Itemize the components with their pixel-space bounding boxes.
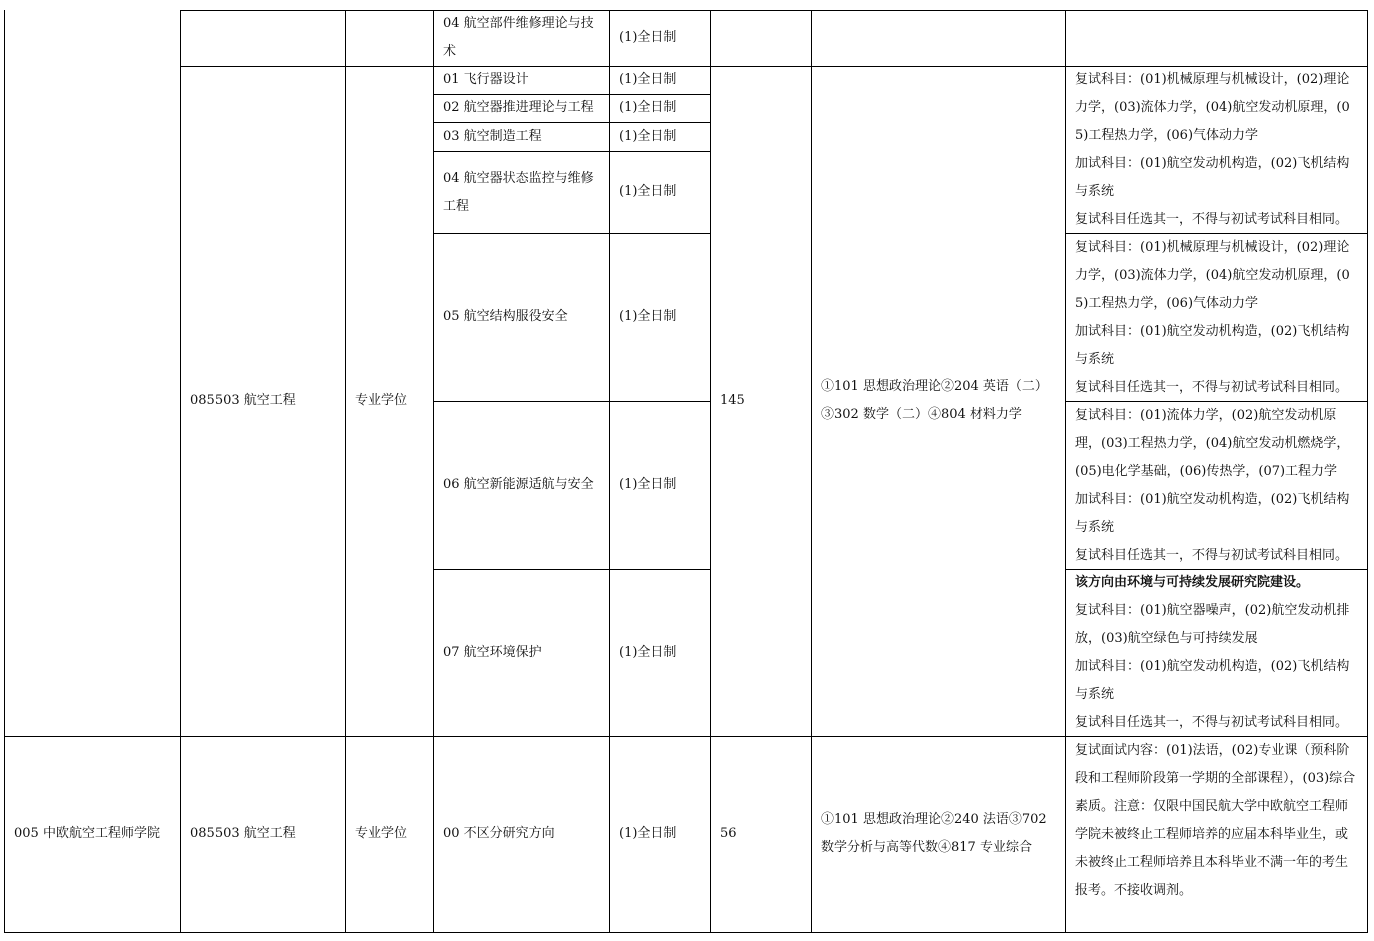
study-mode: (1)全日制: [619, 128, 677, 144]
study-mode-cell: [609, 736, 710, 932]
study-mode: (1)全日制: [619, 100, 677, 115]
study-mode-cell: [609, 401, 710, 569]
enrollment-quota: 145: [720, 393, 745, 408]
major-cell: [180, 66, 345, 736]
additional-subjects: 加试科目：(01)航空发动机构造，(02)飞机结构与系统: [1075, 492, 1350, 535]
note-text: 复试科目任选其一，不得与初试考试科目相同。: [1075, 212, 1349, 227]
study-mode-cell: [609, 66, 710, 94]
direction-name: 02 航空器推进理论与工程: [443, 100, 594, 115]
college-name: 005 中欧航空工程师学院: [14, 826, 160, 841]
study-mode-cell: [609, 569, 710, 736]
direction-cell: [433, 233, 609, 401]
direction-cell: [433, 736, 609, 932]
direction-name: 01 飞行器设计: [443, 72, 529, 87]
enrollment-quota: 56: [720, 826, 737, 841]
retest-subjects: 复试科目：(01)流体力学，(02)航空发动机原理，(03)工程热力学，(04)航空发动机燃烧学，(05)电化学基础，(06)传热学，(07)工程力学: [1075, 408, 1350, 479]
study-mode-cell: [609, 233, 710, 401]
degree-type-cell: [345, 736, 433, 932]
additional-subjects: 加试科目：(01)航空发动机构造，(02)飞机结构与系统: [1075, 324, 1350, 367]
direction-name: 06 航空新能源适航与安全: [443, 477, 594, 492]
degree-type: 专业学位: [355, 393, 408, 408]
major-name: 085503 航空工程: [190, 826, 296, 841]
exam-subjects-cell: [811, 373, 1065, 429]
study-mode: (1)全日制: [619, 30, 677, 45]
institute-note: 该方向由环境与可持续发展研究院建设。: [1075, 575, 1310, 590]
study-mode: (1)全日制: [619, 644, 677, 660]
study-mode: (1)全日制: [619, 184, 677, 199]
study-mode: (1)全日制: [619, 72, 677, 87]
direction-cell: [433, 10, 609, 66]
retest-subjects: 复试科目：(01)航空器噪声，(02)航空发动机排放，(03)航空绿色与可持续发展: [1075, 603, 1350, 646]
notes-cell: [1065, 66, 1367, 234]
direction-name: 04 航空部件维修理论与技术: [443, 16, 594, 59]
study-mode-cell: [609, 94, 710, 122]
grid-line: [1367, 10, 1368, 933]
direction-name: 07 航空环境保护: [443, 644, 542, 660]
direction-name: 03 航空制造工程: [443, 128, 542, 144]
degree-type-cell: [345, 66, 433, 736]
direction-cell: [433, 94, 609, 122]
degree-type: 专业学位: [355, 826, 408, 841]
grid-line: [180, 10, 1368, 11]
direction-name: 00 不区分研究方向: [443, 826, 555, 841]
direction-name: 05 航空结构服役安全: [443, 309, 568, 324]
exam-subjects: ①101 思想政治理论②240 法语③702 数学分析与高等代数④817 专业综合: [821, 812, 1047, 855]
study-mode: (1)全日制: [619, 309, 677, 324]
study-mode: (1)全日制: [619, 826, 677, 841]
grid-line: [811, 10, 812, 933]
note-text: 复试面试内容：(01)法语，(02)专业课（预科阶段和工程师阶段第一学期的全部课程），(03)综合素质。注意：仅限中国民航大学中欧航空工程师学院未被终止工程师培养的应届本科毕业生，或未被终止工程师培养且本科毕业不满一年的考生报考。不接收调剂。: [1075, 743, 1356, 898]
note-text: 复试科目任选其一，不得与初试考试科目相同。: [1075, 380, 1349, 395]
direction-cell: [433, 165, 609, 221]
major-cell: [180, 736, 345, 932]
quota-cell: [710, 66, 811, 736]
direction-cell: [433, 569, 609, 736]
study-mode-cell: [609, 10, 710, 66]
study-mode-cell: [609, 122, 710, 151]
study-mode: (1)全日制: [619, 477, 677, 492]
notes-cell: [1065, 737, 1367, 905]
retest-subjects: 复试科目：(01)机械原理与机械设计，(02)理论力学，(03)流体力学，(04)航空发动机原理，(05)工程热力学，(06)气体动力学: [1075, 72, 1350, 143]
additional-subjects: 加试科目：(01)航空发动机构造，(02)飞机结构与系统: [1075, 156, 1350, 199]
grid-line: [4, 932, 1368, 933]
quota-cell: [710, 736, 811, 932]
major-name: 085503 航空工程: [190, 393, 296, 408]
retest-subjects: 复试科目：(01)机械原理与机械设计，(02)理论力学，(03)流体力学，(04)航空发动机原理，(05)工程热力学，(06)气体动力学: [1075, 240, 1350, 311]
direction-cell: [433, 401, 609, 569]
additional-subjects: 加试科目：(01)航空发动机构造，(02)飞机结构与系统: [1075, 659, 1350, 702]
direction-cell: [433, 122, 609, 151]
note-text: 复试科目任选其一，不得与初试考试科目相同。: [1075, 715, 1349, 730]
direction-name: 04 航空器状态监控与维修工程: [443, 171, 594, 214]
exam-subjects-cell: [811, 806, 1065, 862]
notes-cell: [1065, 234, 1367, 402]
college-cell: [4, 736, 180, 932]
notes-cell: [1065, 402, 1367, 570]
direction-cell: [433, 66, 609, 94]
exam-subjects: ①101 思想政治理论②204 英语（二）③302 数学（二）④804 材料力学: [821, 379, 1048, 422]
note-text: 复试科目任选其一，不得与初试考试科目相同。: [1075, 548, 1349, 563]
notes-cell: [1065, 569, 1367, 737]
study-mode-cell: [609, 151, 710, 233]
